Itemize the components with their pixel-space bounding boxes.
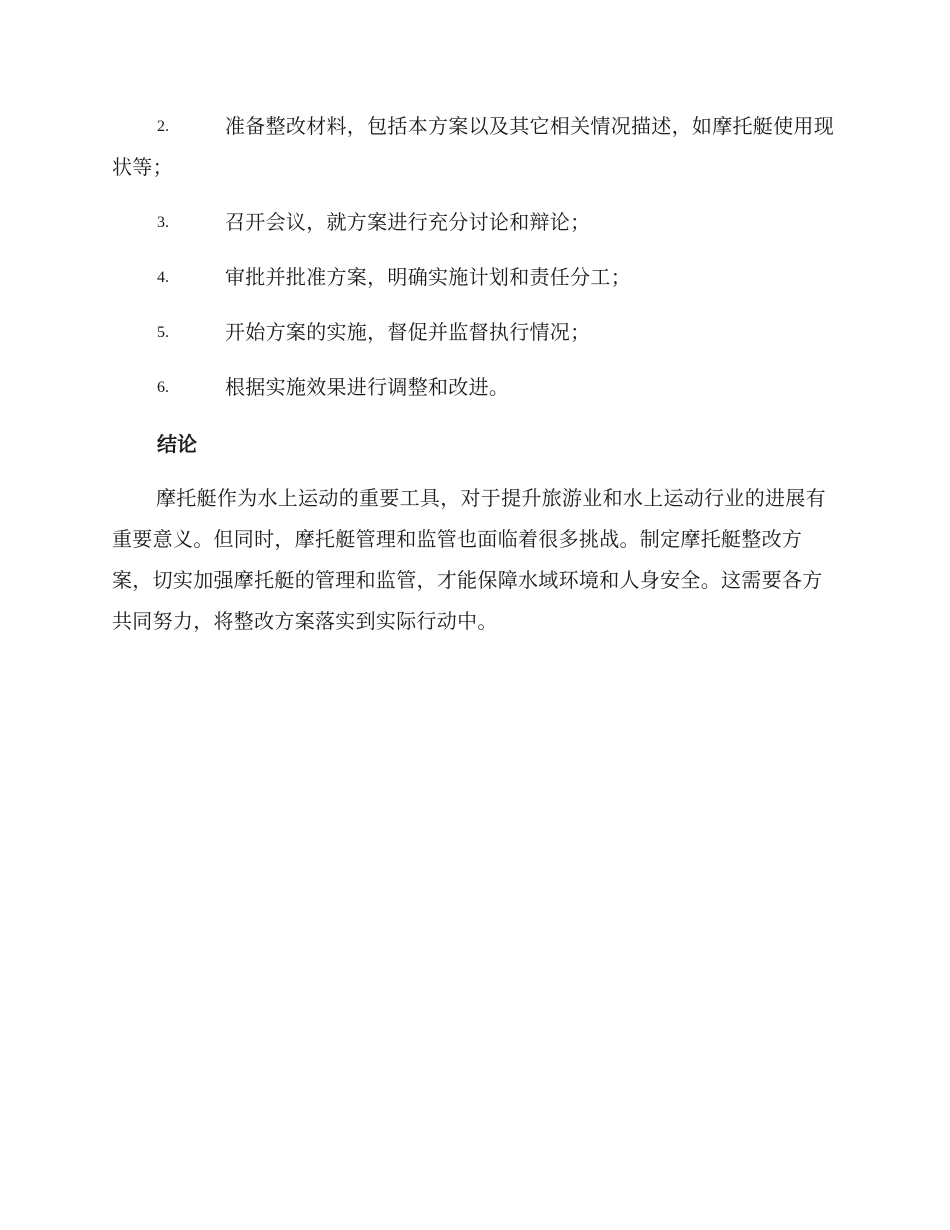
list-item-text: 召开会议，就方案进行充分讨论和辩论； — [225, 210, 591, 234]
list-item-number: 6. — [157, 379, 169, 396]
conclusion-paragraph: 摩托艇作为水上运动的重要工具，对于提升旅游业和水上运动行业的进展有重要意义。但同时，摩托艇管理和监管也面临着很多挑战。制定摩托艇整改方案，切实加强摩托艇的管理和监管，才能保障水域环境和人身安全。这需要各方共同努力，将整改方案落实到实际行动中。 — [112, 486, 826, 633]
list-item — [112, 202, 837, 243]
list-item-text: 准备整改材料，包括本方案以及其它相关情况描述，如摩托艇使用现状等； — [112, 114, 834, 179]
list-item — [112, 312, 837, 353]
list-item-text: 开始方案的实施，督促并监督执行情况； — [225, 320, 591, 344]
list-item — [112, 257, 837, 298]
conclusion-heading: 结论 — [157, 432, 197, 456]
list-item — [112, 106, 837, 188]
list-item — [112, 367, 837, 408]
list-item-number: 5. — [157, 324, 169, 341]
steps-list — [112, 106, 837, 422]
list-item-number: 2. — [157, 118, 169, 135]
list-item-text: 审批并批准方案，明确实施计划和责任分工； — [225, 265, 631, 289]
list-item-number: 3. — [157, 214, 169, 231]
list-item-number: 4. — [157, 269, 169, 286]
list-item-text: 根据实施效果进行调整和改进。 — [225, 375, 510, 399]
